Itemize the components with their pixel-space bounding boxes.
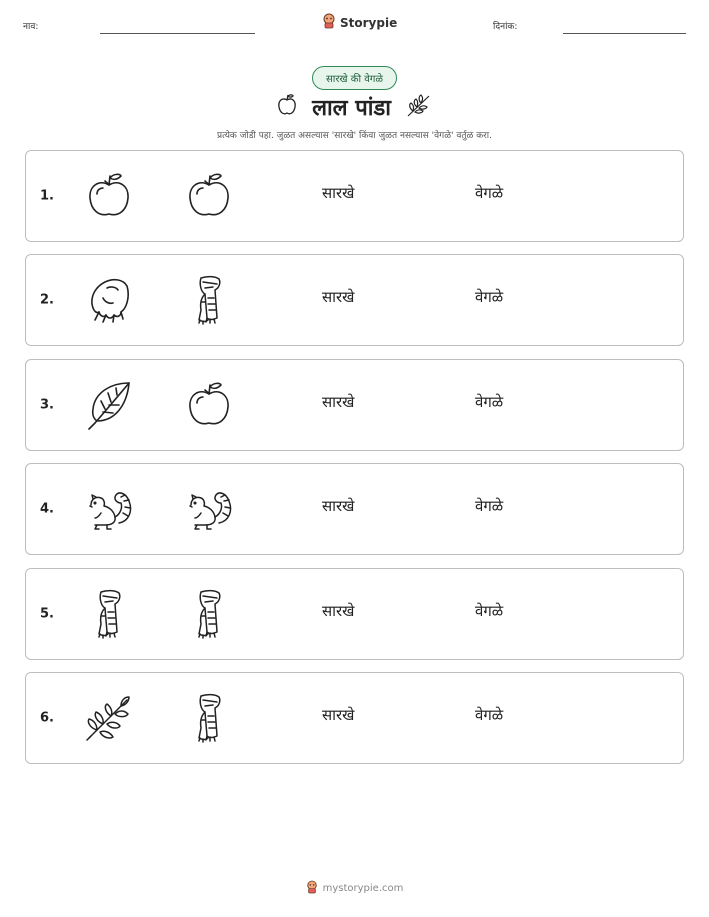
storypie-logo-icon xyxy=(306,879,318,898)
name-label: नाव: xyxy=(23,22,39,32)
different-option[interactable]: वेगळे xyxy=(475,601,504,620)
same-option[interactable]: सारखे xyxy=(322,392,355,411)
name-line xyxy=(100,33,255,34)
apple-icon xyxy=(276,93,298,121)
question-number: 6. xyxy=(40,710,54,726)
footer xyxy=(0,879,709,898)
brand xyxy=(322,13,397,33)
same-option[interactable]: सारखे xyxy=(322,184,355,202)
squirrel-icon xyxy=(83,483,135,535)
same-option[interactable]: सारखे xyxy=(322,288,355,307)
brand-name: Storypie xyxy=(340,16,398,30)
squirrel-icon xyxy=(183,483,235,535)
different-option[interactable]: वेगळे xyxy=(475,392,504,411)
question-number: 4. xyxy=(40,501,54,517)
title-row xyxy=(0,92,709,122)
scarf-icon xyxy=(183,274,235,326)
question-row xyxy=(25,150,684,242)
question-number: 5. xyxy=(40,606,54,622)
leafy-branch-icon xyxy=(405,92,433,122)
scarf-icon xyxy=(183,692,235,744)
leafy-branch-icon xyxy=(83,692,135,744)
storypie-logo-icon xyxy=(322,13,336,33)
page-title: लाल पांडा xyxy=(312,96,391,121)
claw-icon xyxy=(83,274,135,326)
apple-icon xyxy=(83,170,135,222)
footer-url: mystorypie.com xyxy=(322,883,404,894)
question-number: 1. xyxy=(40,188,54,204)
question-row xyxy=(25,359,684,451)
instructions: प्रत्येक जोडी पहा. जुळत असल्यास 'सारखे' किंवा जुळत नसल्यास 'वेगळे' वर्तुळ करा. xyxy=(216,131,492,141)
leaf-icon xyxy=(83,379,135,431)
different-option[interactable]: वेगळे xyxy=(475,184,504,202)
question-row xyxy=(25,672,684,764)
different-option[interactable]: वेगळे xyxy=(475,497,504,516)
question-row xyxy=(25,254,684,346)
question-number: 2. xyxy=(40,292,54,308)
same-option[interactable]: सारखे xyxy=(322,497,355,516)
same-option[interactable]: सारखे xyxy=(322,706,355,724)
different-option[interactable]: वेगळे xyxy=(475,706,504,724)
question-row xyxy=(25,463,684,555)
scarf-icon xyxy=(183,588,235,640)
date-label: दिनांक: xyxy=(493,22,518,32)
apple-icon xyxy=(183,379,235,431)
different-option[interactable]: वेगळे xyxy=(475,288,504,307)
scarf-icon xyxy=(83,588,135,640)
activity-badge: सारखे की वेगळे xyxy=(312,66,397,90)
same-option[interactable]: सारखे xyxy=(322,601,355,620)
apple-icon xyxy=(183,170,235,222)
date-line xyxy=(563,33,686,34)
question-number: 3. xyxy=(40,397,54,413)
question-row xyxy=(25,568,684,660)
